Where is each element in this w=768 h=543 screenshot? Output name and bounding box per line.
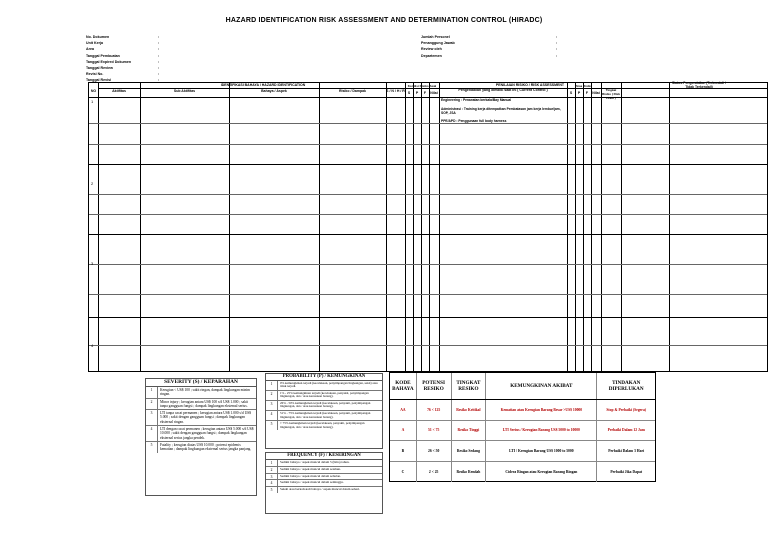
group-penilaian: PENILAIAN RISIKO / RISK ASSESSMENT (495, 83, 565, 87)
col-no: NO (90, 89, 97, 93)
rank: 5 (146, 442, 158, 453)
field-label: Area (86, 47, 94, 52)
description: Sedikit bahaya / aspek muncul dalam sebulan. (280, 473, 341, 478)
potensi: 2 < 25 (417, 462, 452, 483)
row-divider (89, 194, 767, 195)
col-pengendalian: Pengendalian yang dimiliki saat ini ( Current Control ) (458, 88, 548, 92)
col-risiko: Risiko / Dampak (338, 89, 367, 93)
rank: 5 (266, 421, 278, 430)
header-left-fields (86, 34, 159, 84)
group-sisa: Sisa Risiko (575, 84, 592, 88)
colon: : (158, 53, 160, 58)
column-divider (575, 83, 576, 371)
colon: : (556, 47, 558, 52)
row-divider (89, 345, 767, 346)
table-row (390, 441, 655, 462)
risk-table-header (390, 373, 655, 400)
colon: : (158, 72, 160, 77)
description: LTI dengan cacat permanen ; kerugian antara US$ 5.000 s/d US$ 10.000 ; sakit dengan gangguan fungsi ; dampak lingkungan eksternal serius jangka pendek. (160, 427, 254, 440)
description: Kerugian < US$ 100 ; sakit ringan, dampak lingkungan minim ringan. (160, 388, 251, 397)
col-nilai: Nilai (430, 91, 438, 95)
akibat: Kematian atau Kerugian Barang Besar >US$ 10000 (486, 400, 597, 420)
rank: 1 (266, 381, 278, 390)
col-bahaya: Bahaya / Aspek (261, 89, 287, 93)
column-divider (405, 83, 406, 371)
col-f: F (585, 91, 589, 95)
colon: : (556, 35, 558, 39)
description: Sedikit bahaya / aspek muncul dalam seminggu. (280, 480, 344, 485)
hiradc-table (88, 82, 768, 372)
colon: : (556, 53, 558, 58)
tingkat: Resiko Rendah (452, 462, 487, 483)
col-status: Status Pengendalian (Terkendali / Tidak Terkendali) (671, 81, 726, 89)
akibat: LTI / Kerugian Barang US$ 1000 to 5000 (486, 441, 597, 461)
severity-legend (145, 378, 257, 496)
kode: A (390, 421, 417, 441)
description: 26% - 50% kemungkinan terjadi (kecelakaan, penyakit, penyimpangan lingkungan, dan / atau kerusakan barang). (280, 400, 371, 409)
tindakan: Stop & Perbaiki (Segera) (606, 407, 647, 412)
row-divider (89, 234, 767, 235)
rank: 5 (266, 487, 278, 493)
potensi: 26 < 50 (417, 441, 452, 461)
header-akibat: KEMUNGKINAN AKIBAT (486, 373, 597, 399)
control-engineering: Engineering : Perawatan berkala/Bay Manual (441, 98, 512, 102)
column-divider (413, 83, 414, 371)
column-divider (591, 83, 592, 371)
tindakan: Perbaiki Dalam 3 Hari (608, 448, 645, 453)
row-number: 3 (91, 261, 94, 266)
probability-title: PROBABILITY (P) / KEMUNGKINAN (266, 374, 382, 381)
row-number: 2 (91, 181, 94, 186)
column-divider (621, 83, 622, 371)
group-identifikasi: IDENTIFIKASI BAHAYA / HAZARD IDENTIFICATION (220, 83, 306, 87)
col-nilai: Nilai (592, 91, 600, 95)
row-number: 1 (91, 99, 94, 104)
row-number: 4 (91, 343, 94, 348)
colon: : (158, 66, 160, 71)
row-divider (89, 164, 767, 165)
column-divider (567, 83, 568, 371)
risk-level-table (389, 372, 656, 482)
col-aktifitas: Aktifitas (112, 89, 126, 93)
rank: 4 (266, 480, 278, 486)
col-tingkat: Tingkat Risiko ( Risk Level ) (601, 88, 620, 100)
rank: 4 (146, 426, 158, 441)
rank: 3 (146, 410, 158, 425)
table-row (390, 462, 655, 483)
potensi: 51 < 75 (417, 421, 452, 441)
col-snhr: S / N / H / R (386, 89, 405, 93)
column-divider (386, 83, 387, 371)
tindakan: Perbaiki Jika Dapat (610, 469, 643, 474)
description: 1% - 25% kemungkinan terjadi (kecelakaan, penyakit, penyimpangan lingkungan, dan / atau kerusakan barang). (280, 390, 369, 399)
col-p: P (577, 91, 581, 95)
tingkat: Resiko Tinggi (452, 421, 487, 441)
kode: B (390, 441, 417, 461)
group-kondisi: Kondisi Risiko Awal (407, 84, 437, 88)
header-divider (89, 97, 767, 98)
field-label: Tanggal Review (86, 66, 113, 71)
tingkat: Resiko Sedang (452, 441, 487, 461)
rank: 2 (146, 399, 158, 410)
col-f: F (423, 91, 427, 95)
row-divider (89, 214, 767, 215)
column-divider (439, 83, 440, 371)
row-divider (89, 123, 767, 124)
kode: C (390, 462, 417, 483)
header-potensi: POTENSI RESIKO (417, 373, 452, 399)
colon: : (158, 47, 160, 52)
field-label: Departemen (421, 53, 442, 58)
row-divider (89, 294, 767, 295)
colon: : (158, 78, 160, 83)
table-row (390, 421, 655, 442)
col-s: S (407, 91, 411, 95)
description: 0% kemungkinan terjadi (kecelakaan, penyimpangan lingkungan, sakit) atau tidak terjadi. (280, 380, 378, 389)
column-divider (669, 83, 670, 371)
row-divider (89, 144, 767, 145)
potensi: 76 < 125 (417, 400, 452, 420)
probability-legend (265, 373, 383, 449)
header-kode: KODE BAHAYA (390, 373, 417, 399)
col-sub-aktifitas: Sub Aktifitas (173, 89, 196, 93)
description: Sekali atau berkali-kali bahaya / aspek muncul dalam sehari. (280, 487, 360, 492)
rank: 1 (146, 387, 158, 398)
colon: : (158, 35, 160, 39)
control-administrasi: Administrasi : Training kerja ditempatkan Pembatasan jam kerja lembur/jam, SOP, JSA (441, 107, 561, 115)
document-title: HAZARD IDENTIFICATION RISK ASSESSMENT AND DETERMINATION CONTROL (HIRADC) (225, 17, 543, 24)
column-divider (140, 83, 141, 371)
column-divider (98, 83, 99, 371)
rank: 3 (266, 474, 278, 480)
colon: : (158, 59, 160, 64)
table-row (390, 400, 655, 421)
field-label: Unit Kerja (86, 41, 103, 46)
column-divider (229, 83, 230, 371)
header-right-fields (421, 34, 557, 59)
rank: 3 (266, 401, 278, 410)
column-divider (421, 83, 422, 371)
severity-title: SEVERITY (S) / KEPARAHAN (146, 379, 256, 387)
akibat: LTI Serius / Kerugian Barang US$ 5000 to 10000 (486, 421, 597, 441)
column-divider (319, 83, 320, 371)
field-label: Revisi No. (86, 72, 104, 77)
column-divider (429, 83, 430, 371)
rank: 1 (266, 460, 278, 466)
field-label: Tanggal Pembuatan (86, 53, 120, 58)
description: LTI tanpa cacat permanen ; kerugian antara US$ 1.000 s/d US$ 5.000 ; sakit dengan gangguan fungsi ; dampak lingkungan eksternal ringan. (160, 411, 251, 424)
row-divider (89, 317, 767, 318)
column-divider (601, 83, 602, 371)
field-label: Jumlah Personel (421, 35, 450, 39)
col-p: P (415, 91, 419, 95)
description: Fatality ; kerugian diatas US$ 10.000 ; potensi epidemis kematian ; dampak lingkungan eksternal serius jangka panjang. (160, 442, 252, 452)
rank: 4 (266, 411, 278, 420)
description: > 75% kemungkinan terjadi (kecelakaan, penyakit, penyimpangan lingkungan, dan / atau kerusakan barang). (280, 421, 365, 429)
tingkat: Resiko Kritikal (452, 400, 487, 420)
column-divider (583, 83, 584, 371)
tindakan: Perbaiki Dalam 12 Jam (607, 428, 645, 433)
field-label: No. Dokumen (86, 35, 110, 39)
frequency-title: FREQUENCY (F) / KESERINGAN (266, 453, 382, 460)
description: 51% - 75% kemungkinan terjadi (kecelakaan, penyakit, penyimpangan lingkungan, dan / atau kerusakan barang). (280, 411, 371, 419)
header-tindakan: TINDAKAN DIPERLUKAN (608, 380, 644, 392)
description: Sedikit bahaya / aspek muncul dalam setahun. (280, 466, 341, 471)
field-label: Review oleh (421, 47, 442, 52)
kode: AA (390, 400, 417, 420)
colon: : (158, 41, 160, 46)
rank: 2 (266, 467, 278, 473)
colon: : (556, 41, 558, 46)
control-ppe: PPE/APD : Penggunaan full body harness (441, 119, 507, 123)
rank: 2 (266, 391, 278, 400)
field-label: Penanggung Jawab (421, 41, 455, 46)
col-s: S (569, 91, 573, 95)
header-tingkat: TINGKAT RESIKO (452, 373, 487, 399)
field-label: Tanggal Revisi (86, 78, 112, 83)
field-label: Tanggal Expired Dokumen (86, 59, 132, 64)
description: Sedikit bahaya / aspek muncul dalam 5 (lima) tahun. (280, 460, 350, 464)
frequency-legend (265, 452, 383, 514)
akibat: Cidera Ringan atau Kerugian Barang Ringan (486, 462, 597, 483)
row-divider (89, 264, 767, 265)
description: Minor injury ; kerugian antara US$ 100 s/d US$ 1.000 ; sakit tanpa gangguan fungsi ; dampak lingkungan ekstemal serius. (160, 399, 249, 408)
